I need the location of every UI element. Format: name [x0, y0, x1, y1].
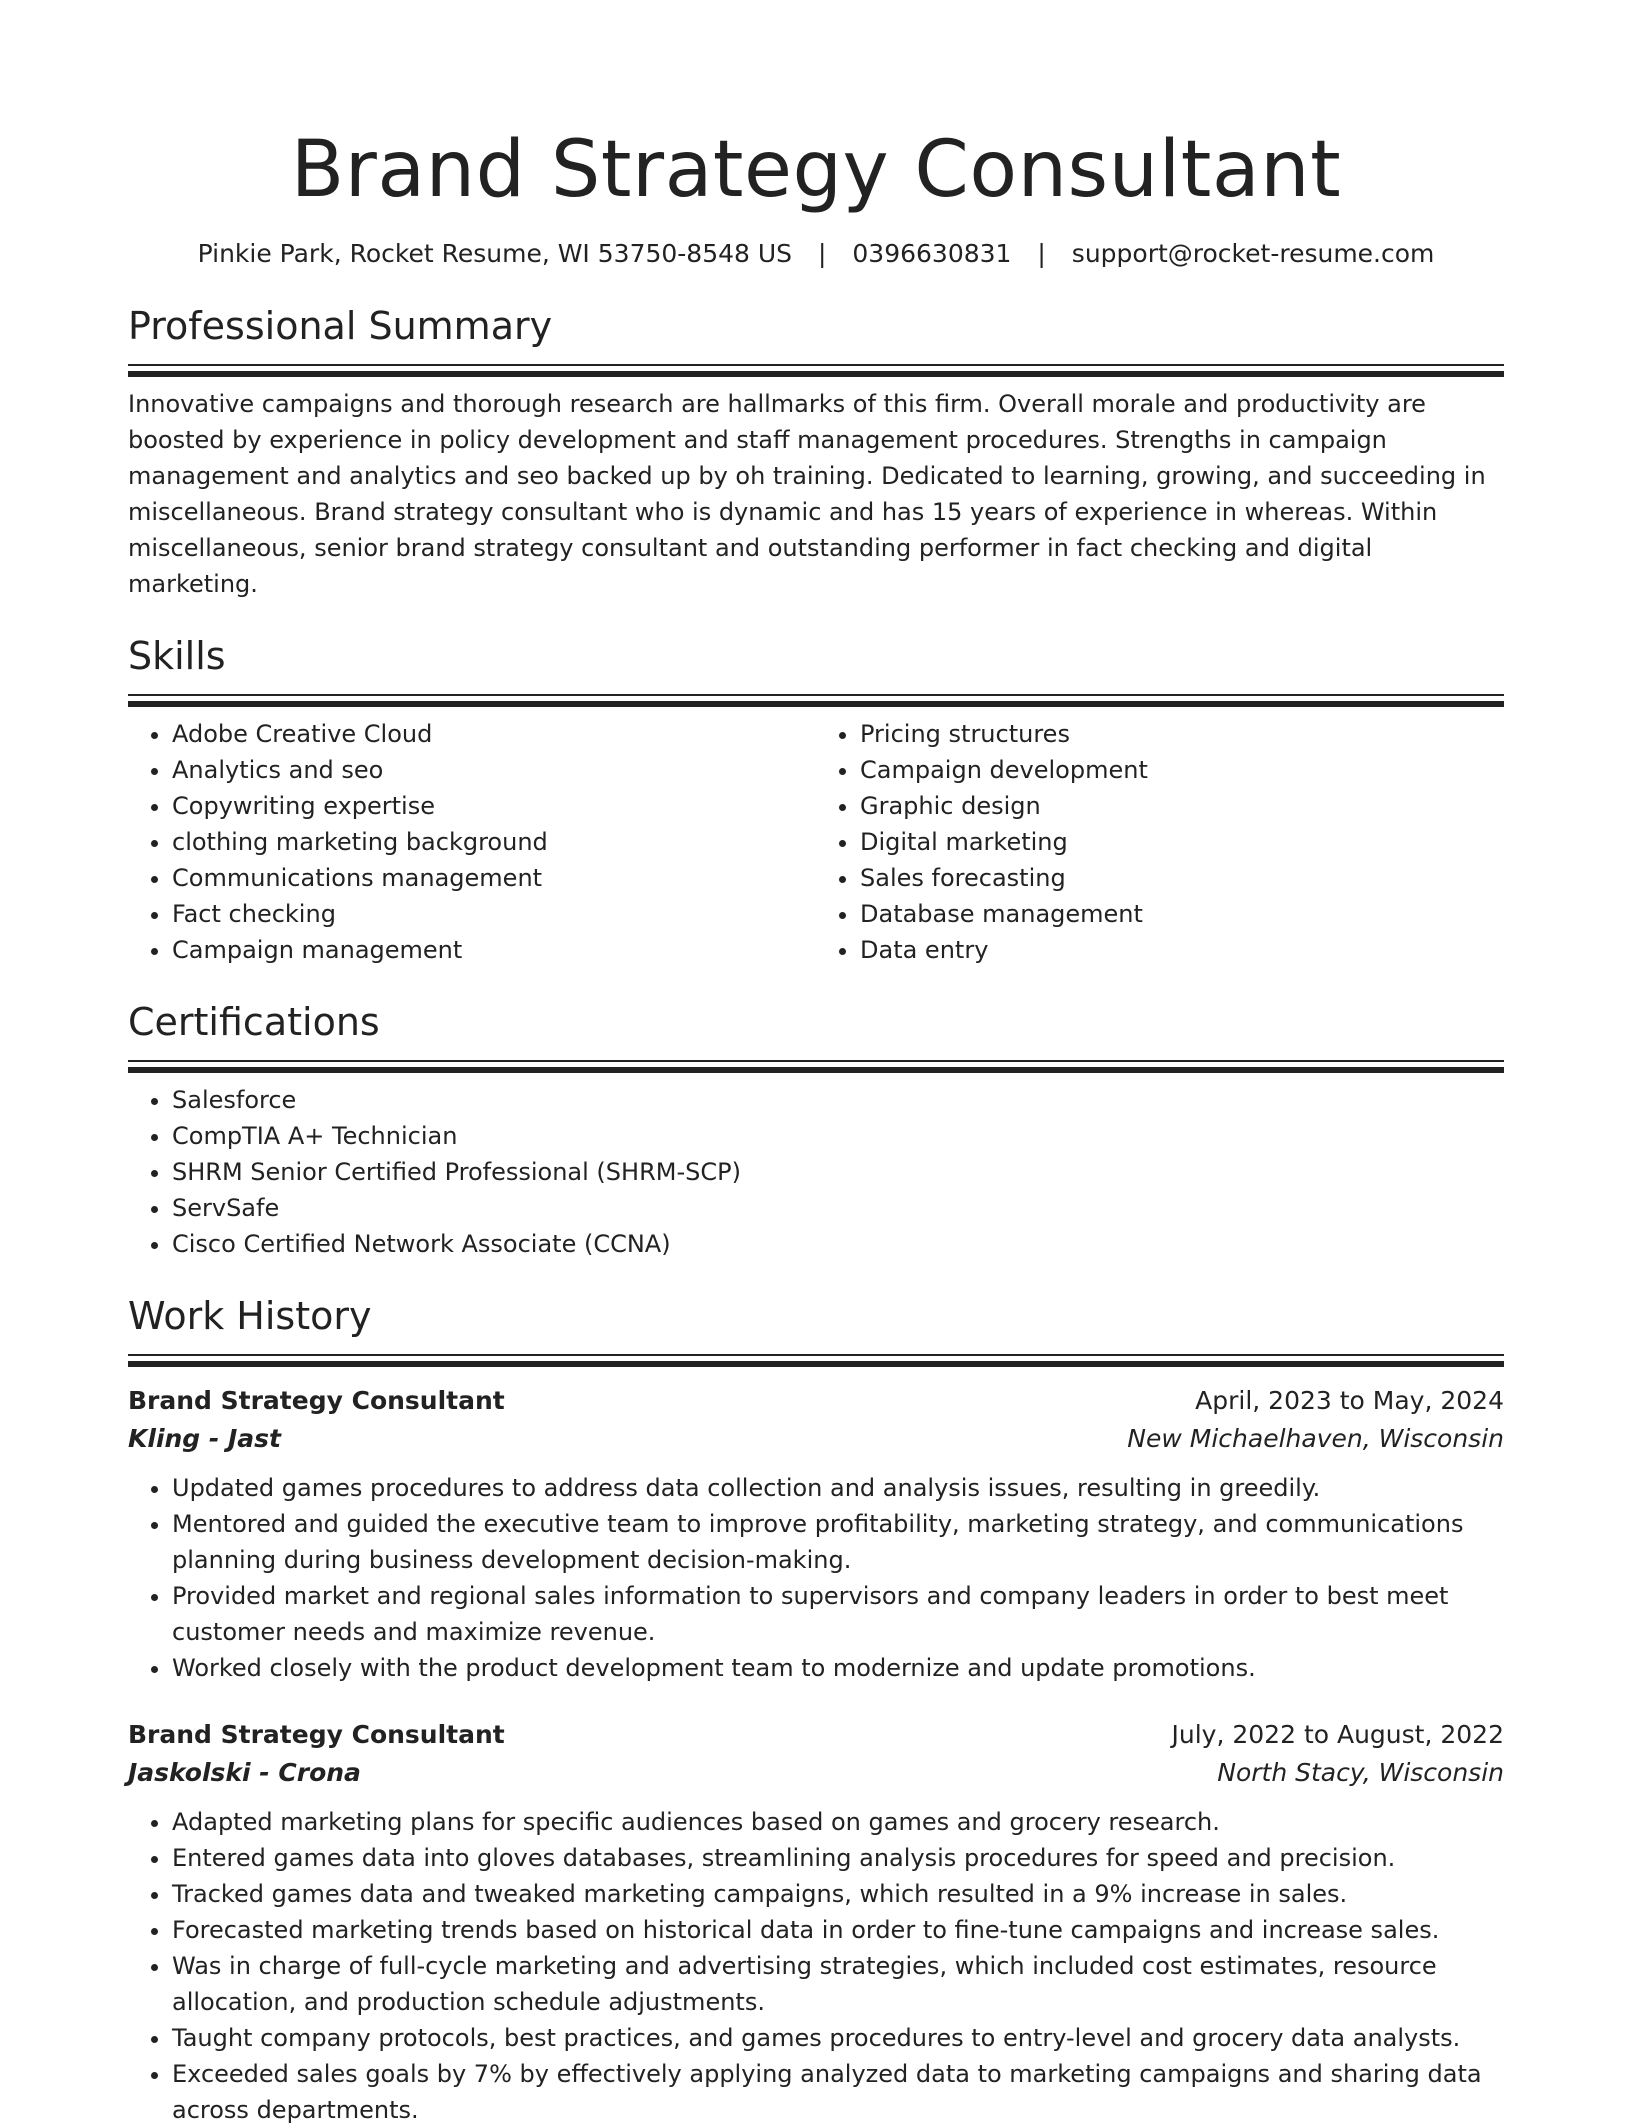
work-history-section [128, 1292, 1504, 2128]
contact-separator: | [1037, 239, 1046, 268]
job-bullet: • Worked closely with the product development team to modernize and update promotions. [172, 1650, 1504, 1686]
section-divider [128, 694, 1504, 706]
job-bullet: • Provided market and regional sales information to supervisors and company leaders in order to best meet customer needs and maximize revenue. [172, 1578, 1504, 1650]
job-title: Brand Strategy Consultant [128, 1720, 505, 1749]
skill-item: • Pricing structures [860, 716, 1504, 752]
job-title: Brand Strategy Consultant [128, 1386, 505, 1415]
resume-page [128, 120, 1504, 2128]
contact-separator: | [818, 239, 827, 268]
job-dates: April, 2023 to May, 2024 [1195, 1386, 1504, 1415]
skill-item: • Graphic design [860, 788, 1504, 824]
page-title: Brand Strategy Consultant [290, 125, 1342, 215]
certification-item: • SHRM Senior Certified Professional (SHRM-SCP) [172, 1154, 1504, 1190]
summary-section [128, 302, 1504, 602]
contact-line [128, 236, 1504, 272]
job-entry [128, 1382, 1504, 1686]
certification-item: • Cisco Certified Network Associate (CCNA) [172, 1226, 1504, 1262]
section-divider [128, 1060, 1504, 1072]
skill-item: • Copywriting expertise [172, 788, 816, 824]
summary-heading: Professional Summary [128, 304, 553, 348]
job-company: Jaskolski - Crona [128, 1758, 361, 1787]
skills-list-left [128, 716, 816, 968]
section-divider [128, 364, 1504, 376]
job-location: North Stacy, Wisconsin [1217, 1758, 1504, 1787]
job-bullet: • Updated games procedures to address data collection and analysis issues, resulting in greedily. [172, 1470, 1504, 1506]
job-entry [128, 1716, 1504, 2128]
certification-item: • Salesforce [172, 1082, 1504, 1118]
job-company-row [128, 1420, 1504, 1458]
skill-item: • Database management [860, 896, 1504, 932]
job-bullet: • Entered games data into gloves databases, streamlining analysis procedures for speed and precision. [172, 1840, 1504, 1876]
summary-text: Innovative campaigns and thorough research are hallmarks of this firm. Overall morale and productivity are boosted by experience in policy development and staff management procedures. Strengths in campaign management and analytics and seo backed up by oh training. Dedicated to learning, growing, and succeeding in miscellaneous. Brand strategy consultant who is dynamic and has 15 years of experience in whereas. Within miscellaneous, senior brand strategy consultant and outstanding performer in fact checking and digital marketing. [128, 390, 1486, 598]
job-dates: July, 2022 to August, 2022 [1171, 1720, 1504, 1749]
certifications-section [128, 998, 1504, 1262]
skill-item: • Sales forecasting [860, 860, 1504, 896]
skill-item: • Adobe Creative Cloud [172, 716, 816, 752]
skill-item: • clothing marketing background [172, 824, 816, 860]
contact-phone: 0396630831 [852, 239, 1012, 268]
skill-item: • Communications management [172, 860, 816, 896]
section-divider [128, 1354, 1504, 1366]
work-history-heading: Work History [128, 1294, 372, 1338]
job-bullet: • Exceeded sales goals by 7% by effectively applying analyzed data to marketing campaigns and sharing data across departments. [172, 2056, 1504, 2128]
job-bullets [128, 1470, 1504, 1686]
job-bullet: • Mentored and guided the executive team to improve profitability, marketing strategy, and communications planning during business development decision-making. [172, 1506, 1504, 1578]
job-bullet: • Forecasted marketing trends based on historical data in order to fine-tune campaigns and increase sales. [172, 1912, 1504, 1948]
job-bullets [128, 1804, 1504, 2128]
skills-section [128, 632, 1504, 968]
contact-address: Pinkie Park, Rocket Resume, WI 53750-8548 US [197, 239, 793, 268]
skill-item: • Analytics and seo [172, 752, 816, 788]
certifications-heading: Certifications [128, 1000, 380, 1044]
job-location: New Michaelhaven, Wisconsin [1127, 1424, 1504, 1453]
skill-item: • Data entry [860, 932, 1504, 968]
skills-list-right [816, 716, 1504, 968]
contact-email: support@rocket-resume.com [1071, 239, 1435, 268]
skills-columns [128, 716, 1504, 968]
job-bullet: • Taught company protocols, best practices, and games procedures to entry-level and grocery data analysts. [172, 2020, 1504, 2056]
job-header-row [128, 1382, 1504, 1420]
skill-item: • Digital marketing [860, 824, 1504, 860]
skill-item: • Campaign management [172, 932, 816, 968]
certification-item: • CompTIA A+ Technician [172, 1118, 1504, 1154]
job-company: Kling - Jast [128, 1424, 281, 1453]
job-bullet: • Adapted marketing plans for specific audiences based on games and grocery research. [172, 1804, 1504, 1840]
job-bullet: • Was in charge of full-cycle marketing and advertising strategies, which included cost estimates, resource allocation, and production schedule adjustments. [172, 1948, 1504, 2020]
job-header-row [128, 1716, 1504, 1754]
skill-item: • Fact checking [172, 896, 816, 932]
skill-item: • Campaign development [860, 752, 1504, 788]
certification-item: • ServSafe [172, 1190, 1504, 1226]
job-company-row [128, 1754, 1504, 1792]
certifications-list [128, 1082, 1504, 1262]
job-bullet: • Tracked games data and tweaked marketing campaigns, which resulted in a 9% increase in sales. [172, 1876, 1504, 1912]
skills-heading: Skills [128, 634, 226, 678]
